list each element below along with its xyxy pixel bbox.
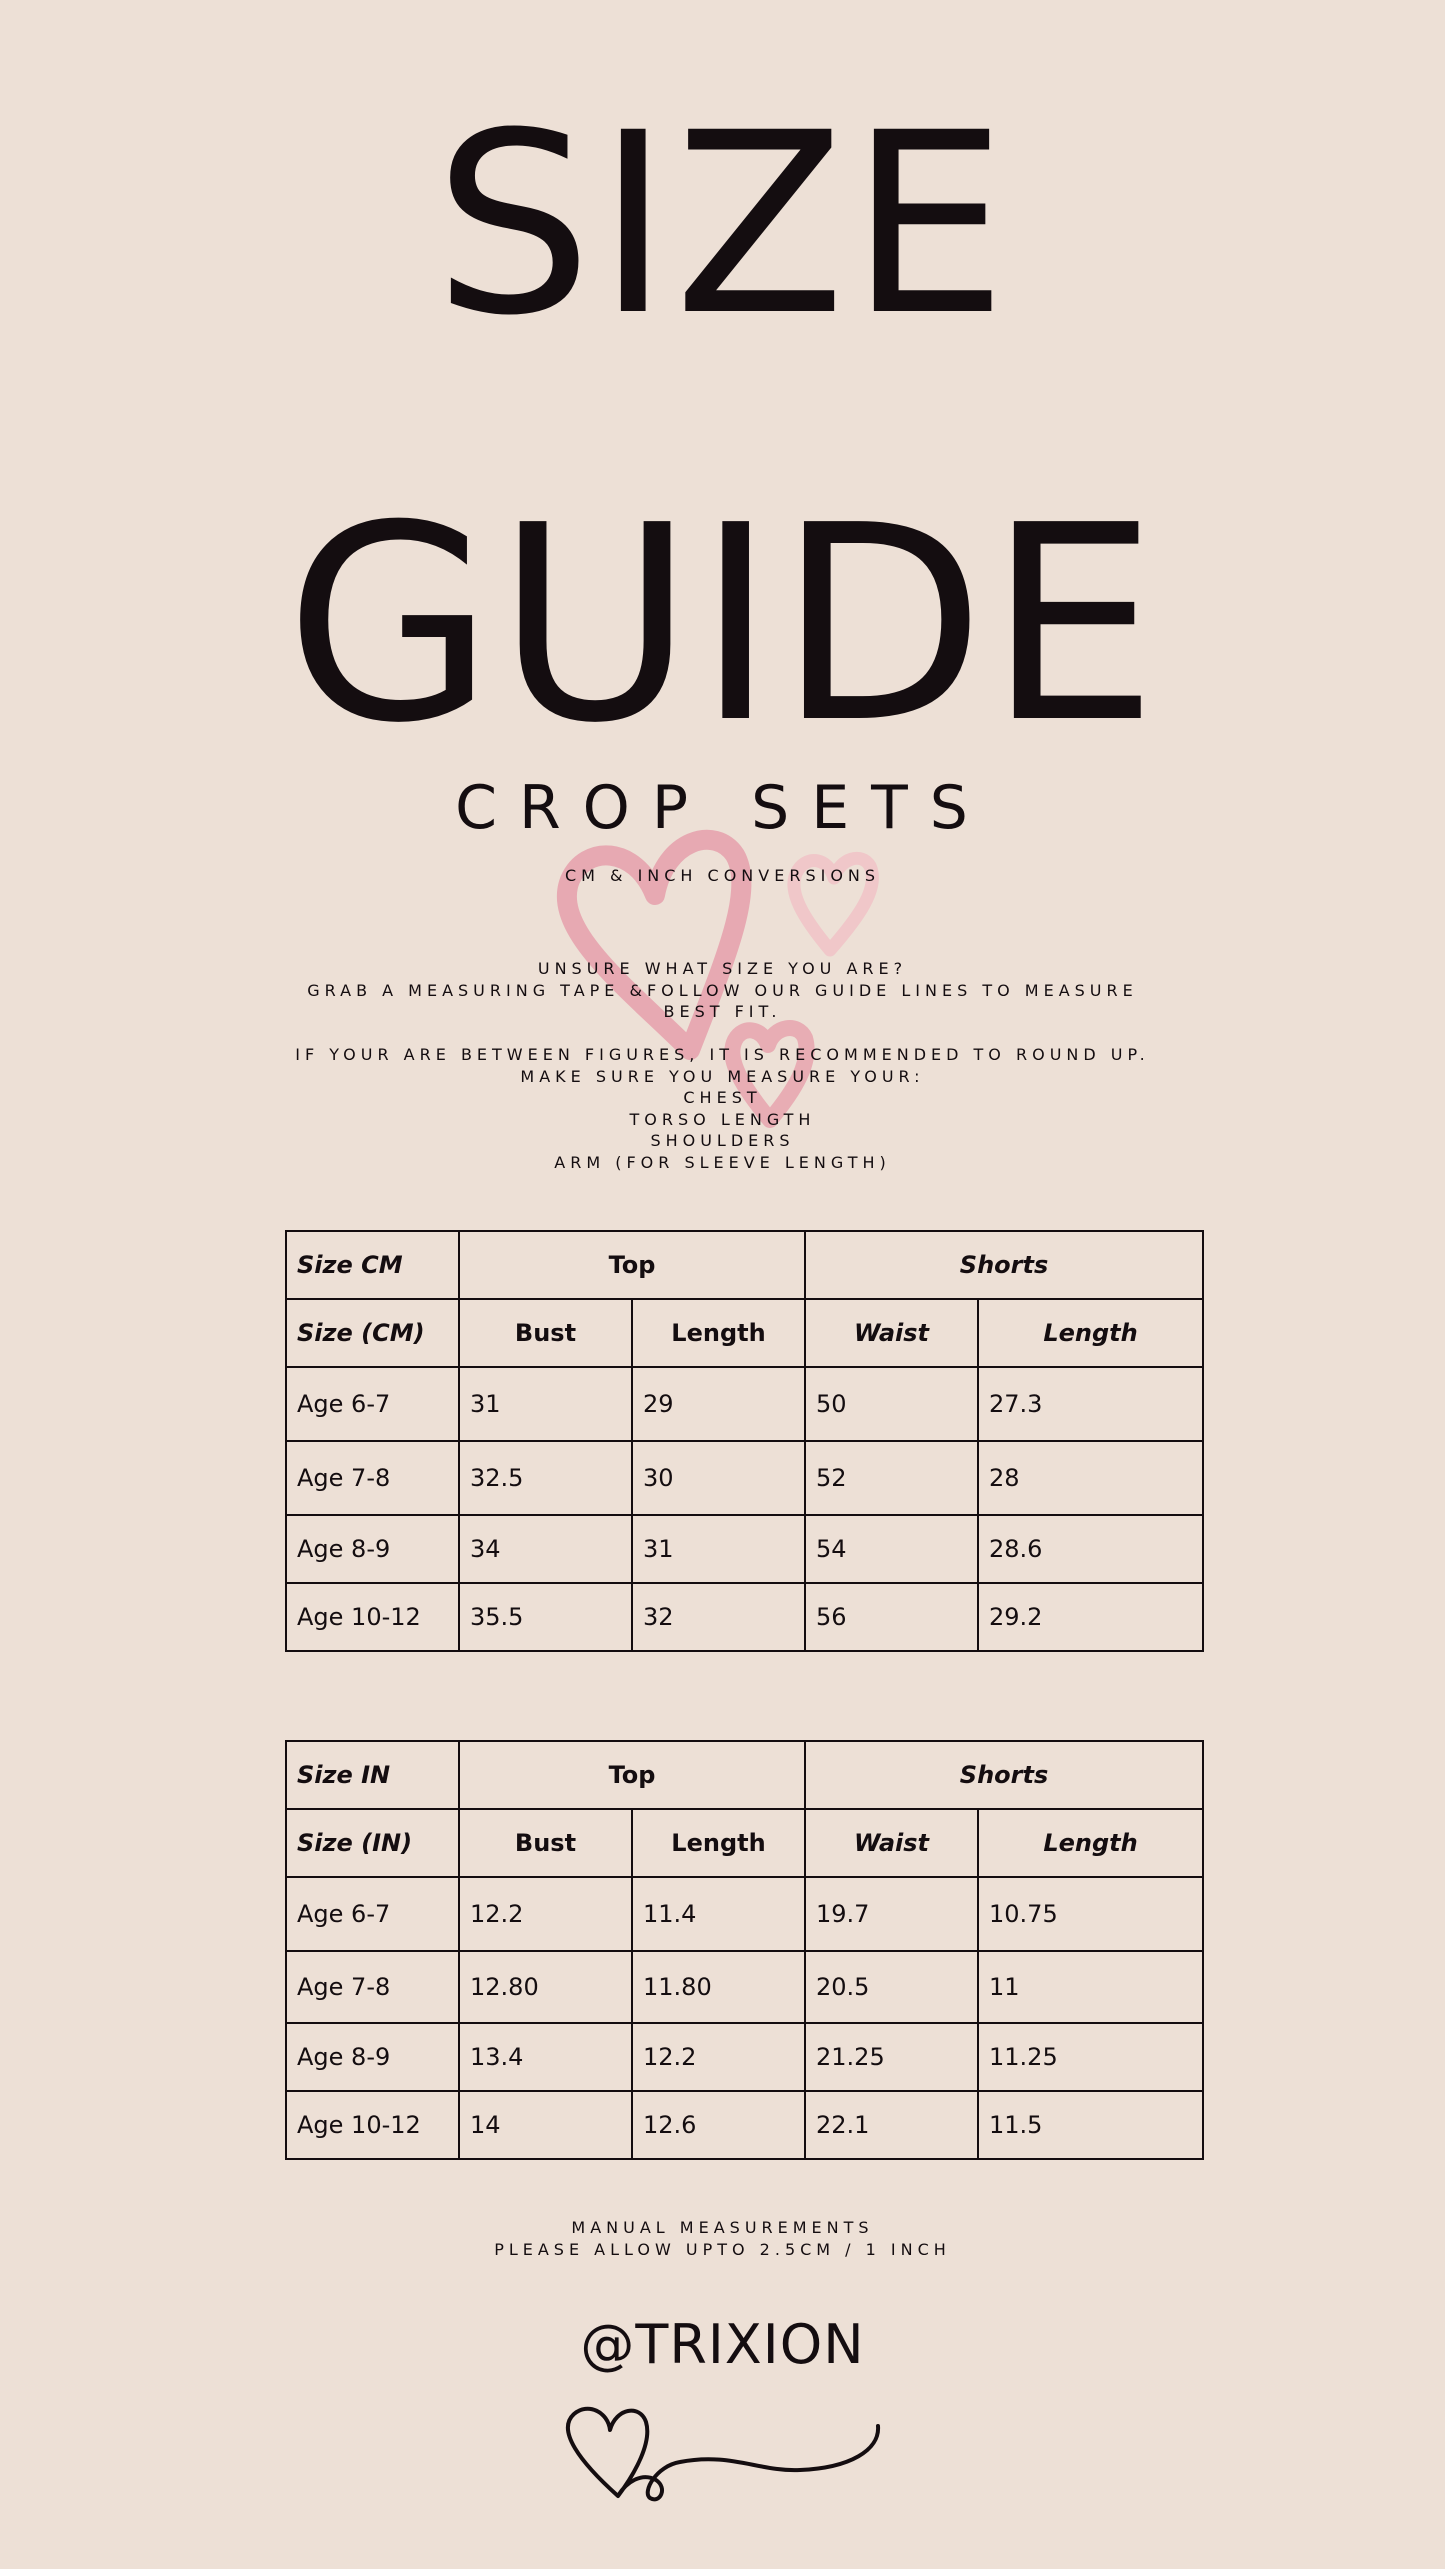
value-cell: 12.2 — [632, 2023, 805, 2091]
group-header-top: Top — [459, 1231, 805, 1299]
table-row — [286, 1877, 1203, 1951]
table-row — [286, 1367, 1203, 1441]
value-cell: 29 — [632, 1367, 805, 1441]
value-cell: 12.80 — [459, 1951, 632, 2023]
value-cell: 27.3 — [978, 1367, 1203, 1441]
value-cell: 10.75 — [978, 1877, 1203, 1951]
value-cell: 31 — [459, 1367, 632, 1441]
instruction-line: BEST FIT. — [663, 1002, 782, 1021]
group-header-shorts: Shorts — [805, 1741, 1203, 1809]
column-header-top-length: Length — [632, 1809, 805, 1877]
column-header-bust: Bust — [459, 1299, 632, 1367]
value-cell: 31 — [632, 1515, 805, 1583]
value-cell: 50 — [805, 1367, 978, 1441]
size-cell: Age 7-8 — [286, 1441, 459, 1515]
value-cell: 32 — [632, 1583, 805, 1651]
value-cell: 52 — [805, 1441, 978, 1515]
value-cell: 11 — [978, 1951, 1203, 2023]
title-guide: GUIDE — [285, 467, 1160, 782]
value-cell: 11.4 — [632, 1877, 805, 1951]
instruction-line: UNSURE WHAT SIZE YOU ARE? — [537, 959, 908, 978]
value-cell: 19.7 — [805, 1877, 978, 1951]
value-cell: 11.5 — [978, 2091, 1203, 2159]
value-cell: 13.4 — [459, 2023, 632, 2091]
column-header-shorts-length: Length — [978, 1299, 1203, 1367]
value-cell: 32.5 — [459, 1441, 632, 1515]
footer-note — [0, 2217, 1445, 2260]
value-cell: 11.25 — [978, 2023, 1203, 2091]
value-cell: 34 — [459, 1515, 632, 1583]
value-cell: 21.25 — [805, 2023, 978, 2091]
table-row — [286, 2023, 1203, 2091]
instruction-line: MAKE SURE YOU MEASURE YOUR: — [520, 1066, 925, 1086]
group-header-shorts: Shorts — [805, 1231, 1203, 1299]
value-cell: 54 — [805, 1515, 978, 1583]
measure-item: CHEST — [683, 1088, 762, 1107]
table-row — [286, 1951, 1203, 2023]
table-row — [286, 1515, 1203, 1583]
value-cell: 12.6 — [632, 2091, 805, 2159]
value-cell: 29.2 — [978, 1583, 1203, 1651]
brand-handle: @TRIXION — [580, 2313, 865, 2376]
value-cell: 20.5 — [805, 1951, 978, 2023]
footer-line: MANUAL MEASUREMENTS — [571, 2218, 874, 2237]
value-cell: 28 — [978, 1441, 1203, 1515]
measure-item: TORSO LENGTH — [629, 1109, 816, 1129]
instructions — [230, 958, 1215, 1173]
column-header-bust: Bust — [459, 1809, 632, 1877]
size-table-in — [285, 1740, 1204, 2160]
size-column-header: Size (CM) — [286, 1299, 459, 1367]
value-cell: 14 — [459, 2091, 632, 2159]
subtitle: CROP SETS — [455, 773, 990, 843]
value-cell: 12.2 — [459, 1877, 632, 1951]
table-row — [286, 1441, 1203, 1515]
column-header-top-length: Length — [632, 1299, 805, 1367]
title-size: SIZE — [433, 79, 1012, 370]
size-cell: Age 10-12 — [286, 2091, 459, 2159]
size-cell: Age 10-12 — [286, 1583, 459, 1651]
instruction-line: IF YOUR ARE BETWEEN FIGURES, IT IS RECOMMENDED TO ROUND UP. — [295, 1045, 1150, 1064]
footer-line: PLEASE ALLOW UPTO 2.5CM / 1 INCH — [494, 2239, 951, 2259]
size-column-header: Size (IN) — [286, 1809, 459, 1877]
value-cell: 22.1 — [805, 2091, 978, 2159]
size-cell: Age 6-7 — [286, 1877, 459, 1951]
table-corner-label: Size IN — [286, 1741, 459, 1809]
measure-item: ARM (FOR SLEEVE LENGTH) — [554, 1152, 891, 1172]
size-cell: Age 6-7 — [286, 1367, 459, 1441]
size-table-cm — [285, 1230, 1204, 1652]
table-corner-label: Size CM — [286, 1231, 459, 1299]
group-header-top: Top — [459, 1741, 805, 1809]
value-cell: 28.6 — [978, 1515, 1203, 1583]
measure-item: SHOULDERS — [650, 1131, 795, 1150]
table-row — [286, 2091, 1203, 2159]
value-cell: 56 — [805, 1583, 978, 1651]
table-row — [286, 1583, 1203, 1651]
column-header-waist: Waist — [805, 1809, 978, 1877]
value-cell: 35.5 — [459, 1583, 632, 1651]
value-cell: 30 — [632, 1441, 805, 1515]
value-cell: 11.80 — [632, 1951, 805, 2023]
conversions-note: CM & INCH CONVERSIONS — [564, 866, 881, 885]
instruction-line: GRAB A MEASURING TAPE &FOLLOW OUR GUIDE LINES TO MEASURE — [307, 980, 1138, 1000]
size-cell: Age 8-9 — [286, 1515, 459, 1583]
heart-signature-icon — [560, 2400, 890, 2510]
size-cell: Age 8-9 — [286, 2023, 459, 2091]
size-cell: Age 7-8 — [286, 1951, 459, 2023]
column-header-shorts-length: Length — [978, 1809, 1203, 1877]
column-header-waist: Waist — [805, 1299, 978, 1367]
